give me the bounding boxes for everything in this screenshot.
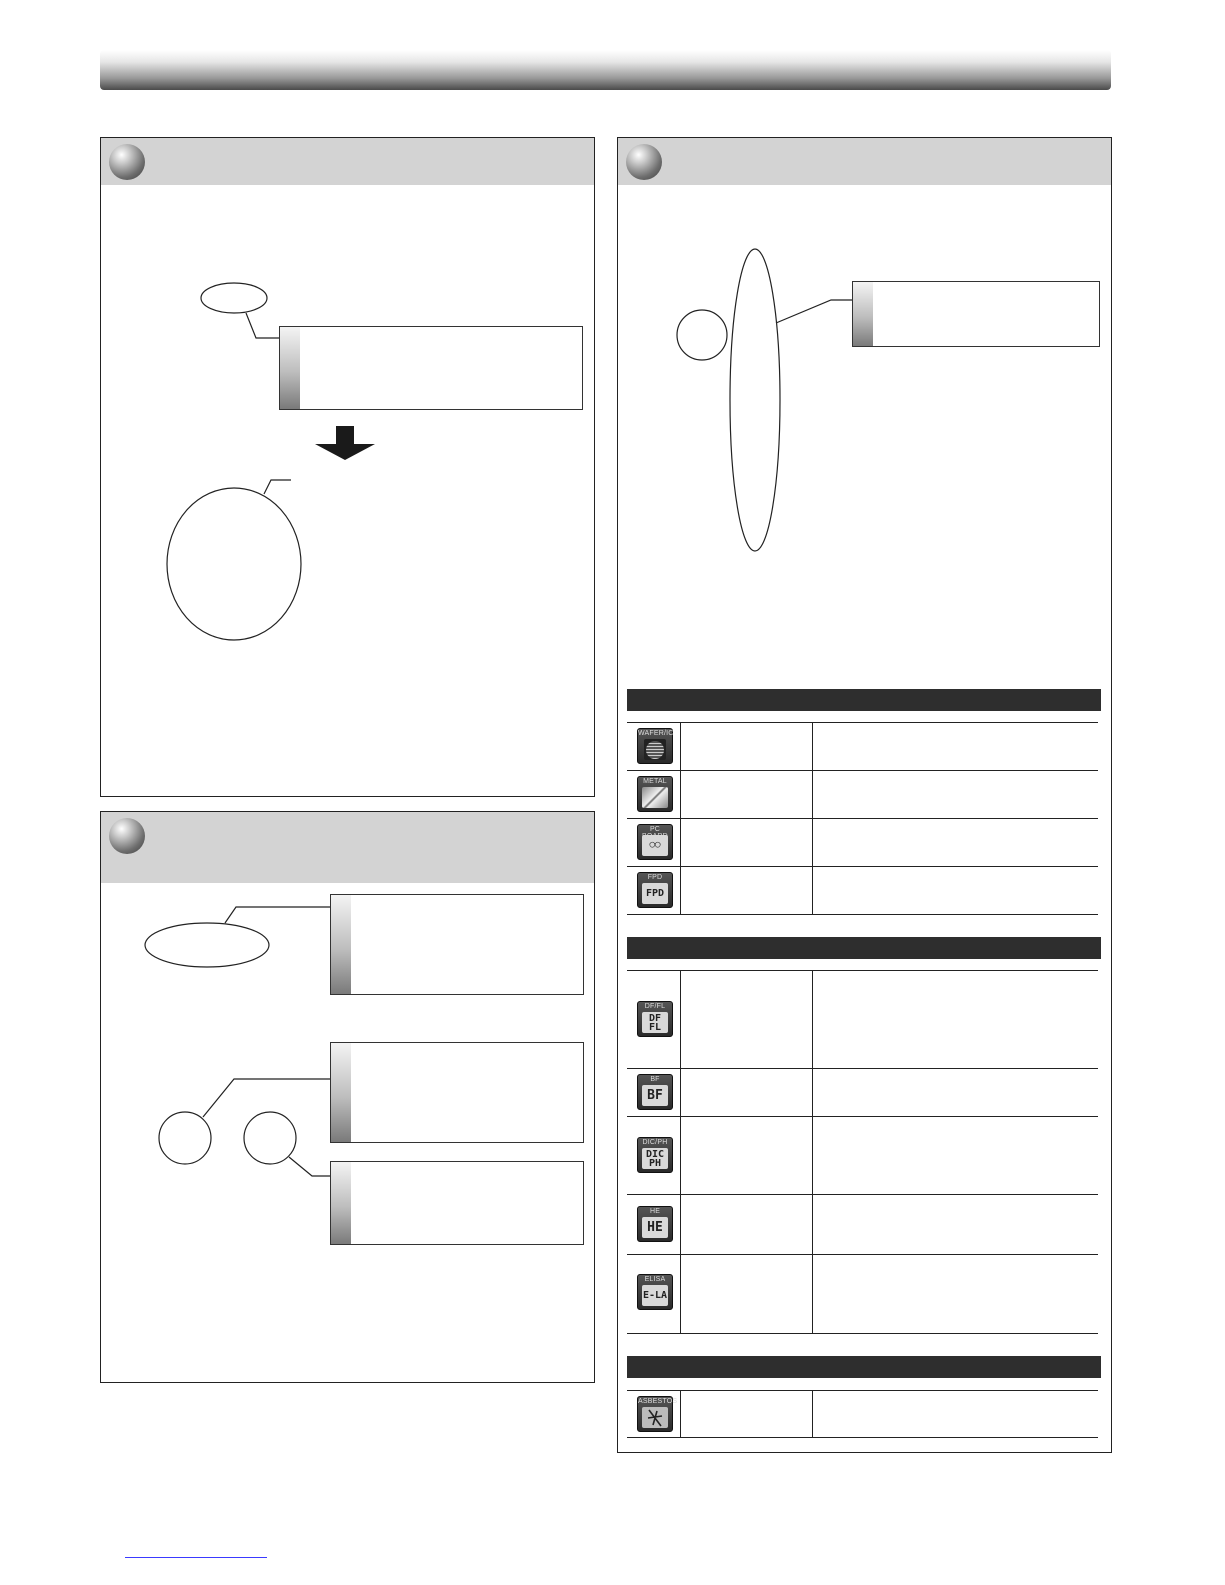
panel-left-top	[100, 137, 595, 797]
table-row	[627, 1194, 1098, 1254]
table-bottom-rule	[627, 1437, 1098, 1438]
panel-left-bottom	[100, 811, 595, 1383]
table-bottom-rule	[627, 1333, 1098, 1334]
callout-box	[330, 1161, 584, 1245]
callout-box	[330, 1042, 584, 1143]
leader-lines	[101, 138, 596, 798]
table-row	[627, 970, 1098, 1068]
table-row	[627, 1390, 1098, 1437]
callout-box	[279, 326, 583, 410]
dic-ph-icon: DIC/PH DIC PH	[637, 1137, 673, 1173]
he-icon: HE HE	[637, 1206, 673, 1242]
table-row	[627, 1254, 1098, 1334]
elisa-icon: ELISA E-LA	[637, 1274, 673, 1310]
callout-box	[330, 894, 584, 995]
table-row	[627, 1116, 1098, 1194]
table-row	[627, 722, 1098, 770]
wafer-ic-icon: WAFER/IC	[637, 728, 673, 764]
fpd-icon: FPD FPD	[637, 872, 673, 908]
callout-box	[852, 281, 1100, 347]
page-header-bar	[100, 50, 1111, 90]
section-bar	[627, 1356, 1101, 1378]
table-row	[627, 818, 1098, 866]
pc-board-icon: PC ◯◯	[637, 824, 673, 860]
metal-icon: METAL	[637, 776, 673, 812]
asbestos-icon: ASBESTOS	[637, 1396, 673, 1432]
table-bottom-rule	[627, 914, 1098, 915]
bf-icon: BF BF	[637, 1074, 673, 1110]
table-row	[627, 866, 1098, 914]
df-fl-icon: DF/FL DF FL	[637, 1001, 673, 1037]
footer-link[interactable]	[125, 1557, 267, 1558]
section-bar	[627, 937, 1101, 959]
section-bar	[627, 689, 1101, 711]
table-row	[627, 770, 1098, 818]
table-row	[627, 1068, 1098, 1116]
